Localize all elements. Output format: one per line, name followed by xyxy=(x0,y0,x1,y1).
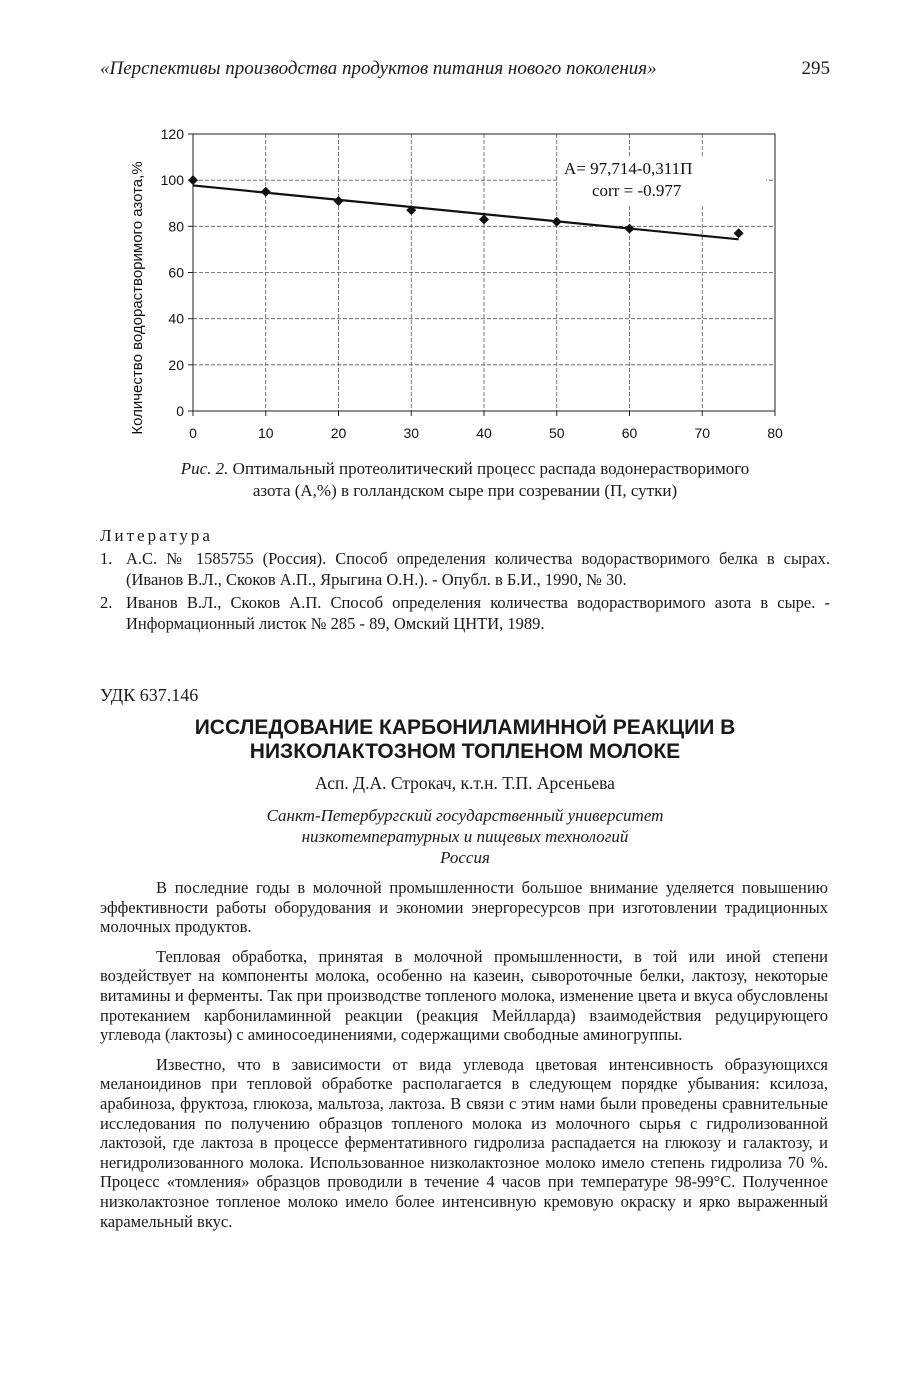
page-header xyxy=(100,58,830,86)
page-number: 295 xyxy=(801,58,830,79)
body-paragraph: В последние годы в молочной промышленности большое внимание уделяется повышению эффективности работы оборудования и экономии энергоресурсов при изготовлении традиционных молочных продуктов. xyxy=(100,878,828,937)
y-tick-label: 80 xyxy=(168,218,184,235)
data-point xyxy=(552,217,562,227)
affiliation-line-2: низкотемпературных и пищевых технологий xyxy=(301,827,629,846)
x-tick-label: 40 xyxy=(476,425,492,441)
data-point xyxy=(479,214,489,224)
reference-number: 1. xyxy=(100,549,113,568)
affiliation xyxy=(100,805,830,868)
nitrogen-chart xyxy=(120,108,800,453)
x-tick-label: 10 xyxy=(257,425,274,441)
x-tick-label: 70 xyxy=(694,425,711,441)
running-title: «Перспективы производства продуктов питания нового поколения» xyxy=(100,58,657,79)
body-paragraph: Тепловая обработка, принятая в молочной промышленности, в той или иной степени воздействует на компоненты молока, особенно на казеин, сывороточные белки, лактозу, некоторые витамины и ферменты. Так при производстве топленого молока, изменение цвета и вкуса обусловлены протеканием карбониламинной реакции (реакция Мейлларда) взаимодействия редуцирующего углевода (лактозы) с аминосоединениями, содержащими свободные аминогруппы. xyxy=(100,946,828,1045)
y-tick-label: 0 xyxy=(176,403,184,419)
reference-item xyxy=(100,592,830,634)
x-tick-label: 60 xyxy=(621,425,638,441)
x-tick-label: 50 xyxy=(548,425,565,441)
data-point xyxy=(334,196,344,206)
x-tick-label: 20 xyxy=(330,425,347,441)
y-axis-label: Количество водорастворимого азота,% xyxy=(129,161,146,435)
title-line-2: НИЗКОЛАКТОЗНОМ ТОПЛЕНОМ МОЛОКЕ xyxy=(249,740,681,763)
article-body xyxy=(100,878,828,1241)
reference-text: А.С. № 1585755 (Россия). Способ определения количества водорастворимого белка в сырах. (Иванов В.Л., Скоков А.П., Ярыгина О.Н.). - Опубл. в Б.И., 1990, № 30. xyxy=(126,549,830,589)
y-tick-label: 20 xyxy=(168,356,184,373)
data-point xyxy=(188,175,198,185)
y-tick-label: 100 xyxy=(160,172,184,189)
affiliation-line-1: Санкт-Петербургский государственный университет xyxy=(266,806,664,825)
figure-caption xyxy=(100,458,830,502)
article-title xyxy=(100,716,830,764)
data-point xyxy=(625,224,635,234)
authors: Асп. Д.А. Строкач, к.т.н. Т.П. Арсеньева xyxy=(315,773,615,793)
body-paragraph: Известно, что в зависимости от вида углевода цветовая интенсивность образующихся меланоидинов при тепловой обработке располагается в следующем порядке убывания: ксилоза, арабиноза, фруктоза, глюкоза, мальтоза, лактоза. В связи с этим нами были проведены сравнительные исследования по получению образцов топленого молока из молочного сырья с гидролизованной лактозой, где лактоза в процессе ферментативного гидролиза распадается на глюкозу и галактозу, и негидролизованного молока. Использованное низколактозное молоко имело степень гидролиза 70 %. Процесс «томления» образцов проводили в течение 4 часов при температуре 98-99°С. Полученное низколактозное топленое молоко имело более интенсивную кремовую окраску и ярко выраженный карамельный вкус. xyxy=(100,1054,828,1231)
reference-number: 2. xyxy=(100,593,113,612)
correlation-coefficient: corr = -0.977 xyxy=(592,181,682,200)
x-tick-label: 0 xyxy=(189,425,197,441)
caption-label: Рис. 2. xyxy=(180,459,229,478)
affiliation-country: Россия xyxy=(440,848,490,867)
x-tick-label: 80 xyxy=(767,425,783,441)
title-line-1: ИССЛЕДОВАНИЕ КАРБОНИЛАМИННОЙ РЕАКЦИИ В xyxy=(194,716,736,739)
data-point xyxy=(261,187,271,197)
udk-code: УДК 637.146 xyxy=(100,685,199,705)
caption-line-2: азота (А,%) в голландском сыре при созревании (П, сутки) xyxy=(252,481,678,500)
y-tick-label: 120 xyxy=(160,126,184,142)
reference-item xyxy=(100,548,830,590)
caption-line-1: Оптимальный протеолитический процесс распада водонерастворимого xyxy=(232,459,750,478)
reference-text: Иванов В.Л., Скоков А.П. Способ определения количества водорастворимого азота в сыре. - Информационный листок № 285 - 89, Омский ЦНТИ, 1989. xyxy=(126,593,830,633)
literature-heading: Литература xyxy=(100,526,213,545)
reference-list xyxy=(100,548,830,636)
y-tick-label: 40 xyxy=(168,310,184,327)
data-point xyxy=(734,228,744,238)
x-tick-label: 30 xyxy=(403,425,420,441)
y-tick-label: 60 xyxy=(168,264,184,281)
regression-equation: А= 97,714-0,311П xyxy=(564,159,693,178)
